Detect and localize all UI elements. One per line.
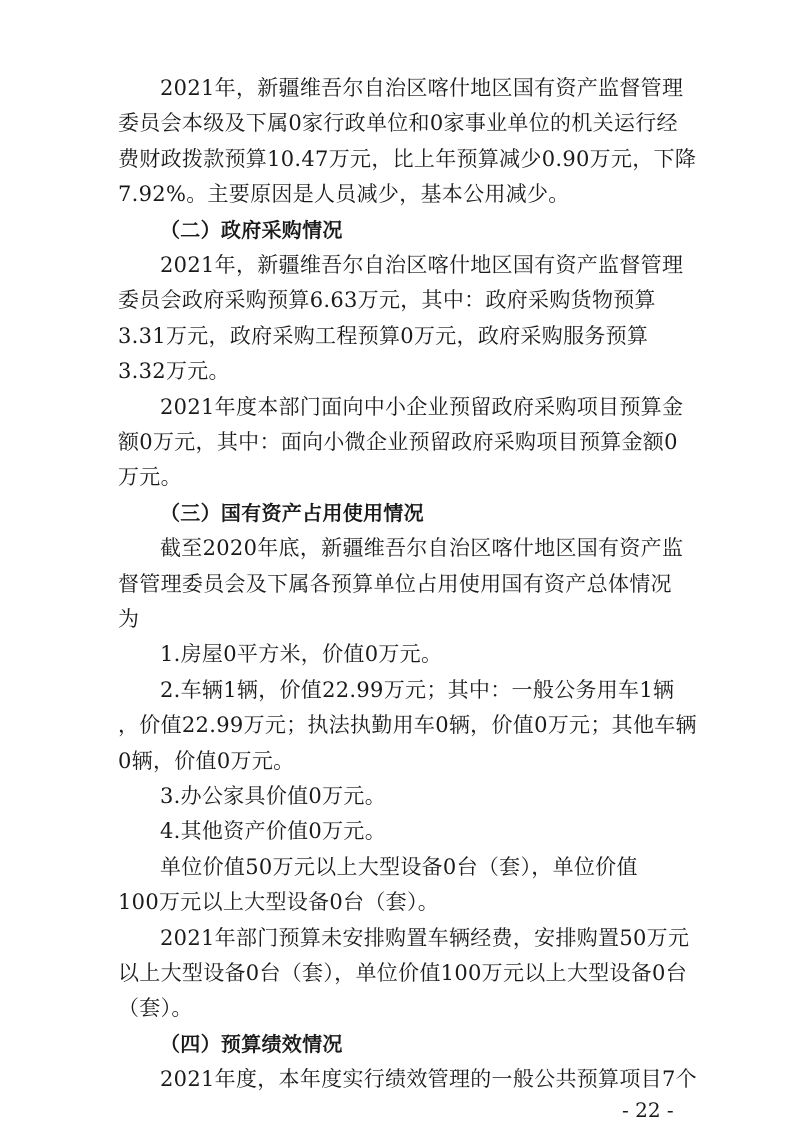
paragraph-line: 万元。 <box>118 465 182 490</box>
paragraph-line: 委员会本级及下属0家行政单位和0家事业单位的机关运行经 <box>118 111 678 136</box>
paragraph-line: 费财政拨款预算10.47万元，比上年预算减少0.90万元，下降 <box>118 146 697 171</box>
paragraph-line: 额0万元，其中：面向小微企业预留政府采购项目预算金额0 <box>118 430 678 454</box>
paragraph-line: 以上大型设备0台（套），单位价值100万元以上大型设备0台 <box>118 961 688 985</box>
paragraph-line: 0辆，价值0万元。 <box>118 748 295 773</box>
paragraph-line: ，价值22.99万元；执法执勤用车0辆，价值0万元；其他车辆 <box>118 713 697 738</box>
paragraph-line: 100万元以上大型设备0台（套）。 <box>118 890 440 915</box>
paragraph-line: 2021年部门预算未安排购置车辆经费，安排购置50万元 <box>160 925 690 950</box>
list-item: 4.其他资产价值0万元。 <box>160 819 386 844</box>
paragraph-line: 截至2020年底，新疆维吾尔自治区喀什地区国有资产监 <box>160 536 684 561</box>
paragraph-line: 2021年，新疆维吾尔自治区喀什地区国有资产监督管理 <box>160 253 684 277</box>
paragraph-line: 单位价值50万元以上大型设备0台（套），单位价值 <box>160 854 638 879</box>
paragraph-line: 督管理委员会及下属各预算单位占用使用国有资产总体情况 <box>118 571 672 596</box>
section-heading: （二）政府采购情况 <box>160 217 343 242</box>
page-number: - 22 - <box>622 1097 674 1122</box>
paragraph-line: 委员会政府采购预算6.63万元，其中：政府采购货物预算 <box>118 288 656 313</box>
paragraph-line: 3.32万元。 <box>118 359 230 384</box>
paragraph-line: 2021年度本部门面向中小企业预留政府采购项目预算金 <box>160 394 684 419</box>
list-item: 2.车辆1辆，价值22.99万元；其中：一般公务用车1辆 <box>160 677 675 702</box>
section-heading: （四）预算绩效情况 <box>160 1031 343 1056</box>
paragraph-line: 为 <box>118 607 140 631</box>
paragraph-line: 7.92%。主要原因是人员减少，基本公用减少。 <box>118 182 570 207</box>
paragraph-line: （套）。 <box>118 996 193 1021</box>
list-item: 1.房屋0平方米，价值0万元。 <box>160 642 443 667</box>
section-heading: （三）国有资产占用使用情况 <box>160 500 424 525</box>
paragraph-line: 3.31万元，政府采购工程预算0万元，政府采购服务预算 <box>118 323 649 348</box>
paragraph-line: 2021年度，本年度实行绩效管理的一般公共预算项目7个 <box>160 1067 697 1092</box>
list-item: 3.办公家具价值0万元。 <box>160 784 386 808</box>
paragraph-line: 2021年，新疆维吾尔自治区喀什地区国有资产监督管理 <box>160 76 684 100</box>
